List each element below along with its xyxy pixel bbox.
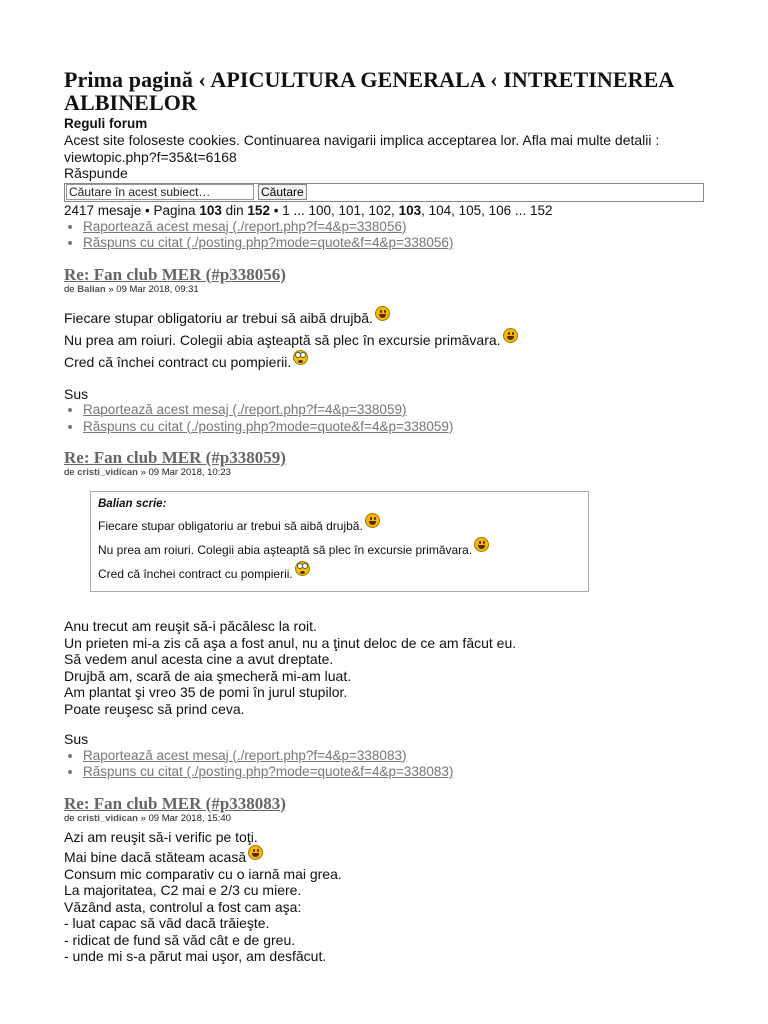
post-date: » 09 Mar 2018, 09:31 <box>108 283 199 295</box>
post-line: Un prieten mi-a zis că aşa a fost anul, nu a ţinut deloc de ce am făcut eu. <box>64 634 517 651</box>
top-actions <box>64 219 704 252</box>
post-actions <box>64 402 704 435</box>
post-line: Poate reuşesc să prind ceva. <box>64 700 245 717</box>
forum-rules-link[interactable]: Reguli forum <box>64 116 148 131</box>
post-line: La majoritatea, C2 mai e 2/3 cu miere. <box>64 882 302 898</box>
page-title: Prima pagină ‹ APICULTURA GENERALA ‹ INTRETINEREA ALBINELOR <box>64 67 674 115</box>
pagination-pages-before[interactable]: 1 ... 100, 101, 102, <box>282 202 395 218</box>
post-content <box>64 829 704 965</box>
quote-reply-link[interactable]: Răspuns cu citat (./posting.php?mode=quote&f=4&p=338056) <box>83 235 454 250</box>
pagination-sep: • <box>273 202 279 218</box>
post <box>64 795 704 965</box>
post-byline <box>64 813 704 825</box>
post-title-link[interactable]: Re: Fan club MER (#p338059) <box>64 448 286 467</box>
post-line: Consum mic comparativ cu o iarnă mai grea. <box>64 865 342 882</box>
laughing-smiley-icon <box>375 306 390 321</box>
quote-cite: Balian scrie: <box>98 498 167 510</box>
post-actions <box>64 748 704 781</box>
post-line: Mai bine dacă stăteam acasă <box>64 849 247 865</box>
pagination-total: 152 <box>247 202 270 218</box>
post-byline <box>64 284 704 296</box>
post-content <box>64 618 704 717</box>
cookie-details-link[interactable]: viewtopic.php?f=35&t=6168 <box>64 148 237 165</box>
quote-line: Nu prea am roiuri. Colegii abia aşteaptă să plec în excursie primăvara. <box>98 543 473 557</box>
post-line: - unde mi s-a părut mai uşor, am desfăcut. <box>64 948 327 964</box>
quote-line: Fiecare stupar obligatoriu ar trebui să aibă drujbă. <box>98 519 363 533</box>
post-author-link[interactable]: Balian <box>77 283 106 295</box>
list-item <box>83 419 704 436</box>
post-line: Am plantat şi vreo 35 de pomi în jurul stupilor. <box>64 684 348 700</box>
byline-by: de <box>64 467 75 478</box>
post-date: » 09 Mar 2018, 10:23 <box>140 467 231 478</box>
post-title-link[interactable]: Re: Fan club MER (#p338083) <box>64 793 286 813</box>
laughing-smiley-icon <box>474 537 489 552</box>
laughing-smiley-icon <box>248 845 263 860</box>
post-author-link[interactable]: cristi_vidican <box>77 467 138 478</box>
post-line: Fiecare stupar obligatoriu ar trebui să aibă drujbă. <box>64 309 373 326</box>
shocked-smiley-icon <box>295 561 310 576</box>
report-post-link[interactable]: Raportează acest mesaj (./report.php?f=4&p=338056) <box>83 218 407 234</box>
list-item <box>83 402 704 419</box>
forum-page <box>64 62 704 965</box>
byline-by: de <box>64 812 75 824</box>
pagination-current: 103 <box>199 202 222 218</box>
cookie-notice: Acest site foloseste cookies. Continuarea navigarii implica acceptarea lor. Afla mai multe detalii : <box>64 132 660 148</box>
topic-search-form <box>64 183 704 202</box>
post-line: Azi am reuşit să-i verific pe toţi. <box>64 828 258 845</box>
post-author-link[interactable]: cristi_vidican <box>77 812 138 824</box>
post-byline <box>64 467 704 479</box>
post <box>64 266 704 436</box>
list-item <box>83 748 704 765</box>
report-post-link[interactable]: Raportează acest mesaj (./report.php?f=4&p=338083) <box>83 747 407 763</box>
pagination-pages-after[interactable]: , 104, 105, 106 ... 152 <box>421 202 553 218</box>
quote-block <box>90 491 589 592</box>
quote-reply-link[interactable]: Răspuns cu citat (./posting.php?mode=quote&f=4&p=338059) <box>83 418 454 434</box>
pagination <box>64 203 704 219</box>
back-to-top-link[interactable]: Sus <box>64 385 89 402</box>
shocked-smiley-icon <box>293 350 308 365</box>
report-post-link[interactable]: Raportează acest mesaj (./report.php?f=4&p=338059) <box>83 402 407 417</box>
pagination-of: din <box>225 202 244 218</box>
post-line: - luat capac să văd dacă trăieşte. <box>64 915 270 931</box>
post-line: Cred că închei contract cu pompierii. <box>64 353 292 370</box>
post-line: - ridicat de fund să văd cât e de greu. <box>64 931 296 948</box>
list-item <box>83 219 704 236</box>
topic-search-input[interactable] <box>66 184 254 200</box>
laughing-smiley-icon <box>503 328 518 343</box>
byline-by: de <box>64 283 75 295</box>
post-title-link[interactable]: Re: Fan club MER (#p338056) <box>64 264 286 284</box>
search-button[interactable]: Căutare <box>258 184 307 200</box>
post-content <box>64 306 704 372</box>
quote-line: Cred că închei contract cu pompierii. <box>98 567 293 581</box>
back-to-top-link[interactable]: Sus <box>64 731 89 747</box>
pagination-prefix: 2417 mesaje • Pagina <box>64 202 196 218</box>
post-line: Nu prea am roiuri. Colegii abia aşteaptă să plec în excursie primăvara. <box>64 331 501 348</box>
post <box>64 449 704 781</box>
post-line: Anu trecut am reuşit să-i păcălesc la roit. <box>64 618 317 634</box>
list-item <box>83 764 704 781</box>
post-date: » 09 Mar 2018, 15:40 <box>140 812 231 824</box>
pagination-current-page: 103 <box>398 202 422 218</box>
quote-reply-link[interactable]: Răspuns cu citat (./posting.php?mode=quote&f=4&p=338083) <box>83 764 454 779</box>
laughing-smiley-icon <box>365 513 380 528</box>
post-line: Drujbă am, scară de aia şmecheră mi-am luat. <box>64 667 352 684</box>
post-line: Văzând asta, controlul a fost cam aşa: <box>64 898 302 915</box>
post-line: Să vedem anul acesta cine a avut dreptate. <box>64 651 334 667</box>
reply-link[interactable]: Răspunde <box>64 165 128 181</box>
list-item <box>83 235 704 252</box>
